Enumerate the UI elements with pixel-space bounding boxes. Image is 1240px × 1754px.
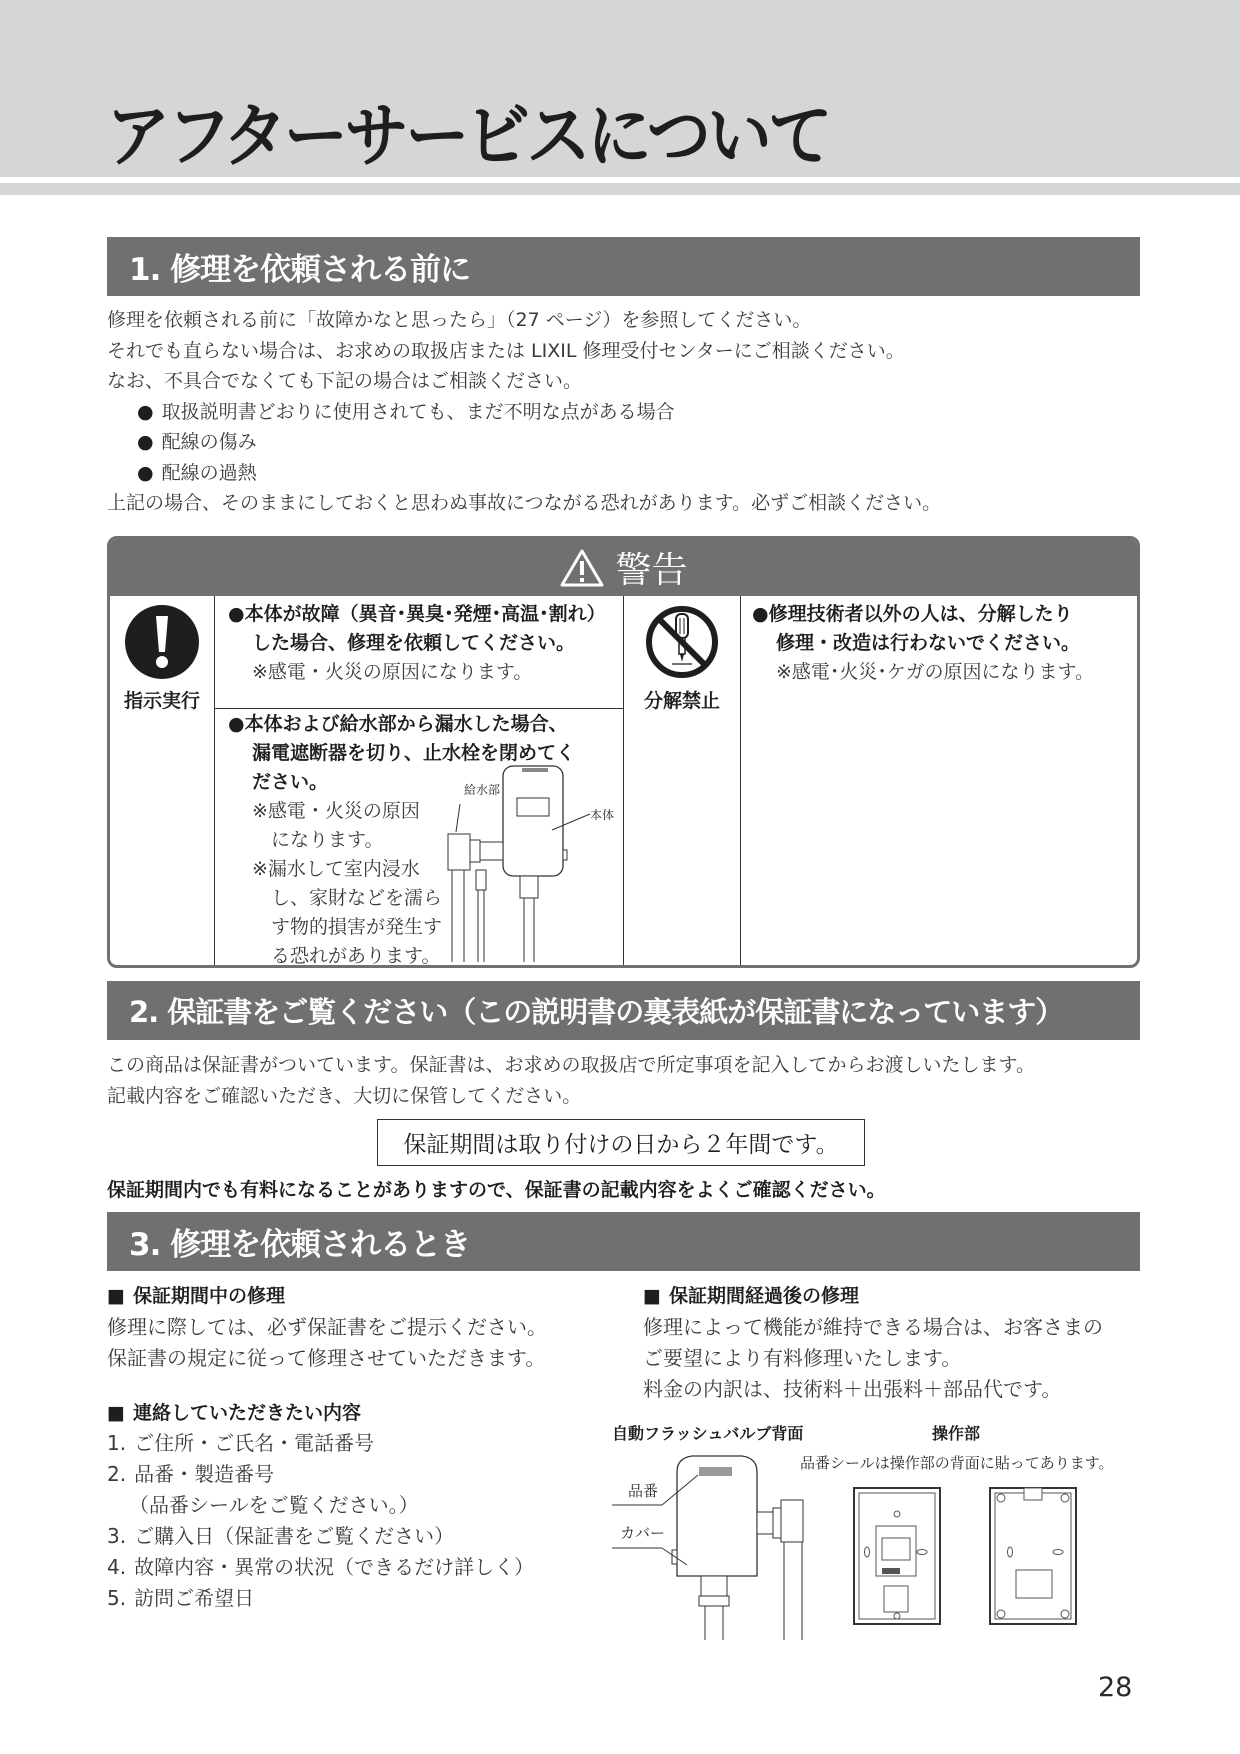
contact-info-list (107, 1428, 534, 1614)
valve-back-figure (612, 1450, 822, 1640)
during-warranty-body (107, 1312, 547, 1374)
warning-triangle-icon (559, 548, 605, 588)
warranty-caution: 保証期間内でも有料になることがありますので、保証書の記載内容をよくご確認ください。 (107, 1179, 886, 1201)
title-stripe (0, 183, 1240, 195)
warning-item-2-line: ●本体および給水部から漏水した場合、 (228, 713, 568, 735)
contact-info-item: 1. ご住所・ご氏名・電話番号 (107, 1431, 375, 1455)
contact-info-item: 2. 品番・製造番号 (107, 1462, 275, 1486)
warning-item-1-line: した場合、修理を依頼してください。 (252, 632, 576, 654)
contact-info-item: 3. ご購入日（保証書をご覧ください） (107, 1524, 455, 1548)
page-title: アフターサービスについて (106, 95, 829, 177)
warning-title: 警告 (615, 550, 688, 591)
warning-item-3 (752, 600, 1094, 687)
section-1-line: それでも直らない場合は、お求めの取扱店または LIXIL 修理受付センターにご相談ください。 (107, 339, 905, 362)
section-2-body (107, 1050, 1035, 1111)
instruction-mandatory-cell (110, 604, 214, 713)
bullet-item: ● 取扱説明書どおりに使用されても、まだ不明な点がある場合 (107, 397, 941, 428)
after-warranty-heading: ■ 保証期間経過後の修理 (643, 1281, 859, 1308)
during-warranty-line: 修理に際しては、必ず保証書をご提示ください。 (107, 1315, 547, 1339)
panel-figure-title: 操作部 (932, 1424, 981, 1443)
cover-label: カバー (620, 1524, 666, 1542)
section-1-line: 修理を依頼される前に「故障かなと思ったら」（27 ページ）を参照してください。 (107, 309, 812, 331)
during-warranty-line: 保証書の規定に従って修理させていただきます。 (107, 1346, 546, 1370)
warning-item-3-line: 修理・改造は行わないでください。 (776, 632, 1081, 654)
after-warranty-line: 料金の内訳は、技術料＋出張料＋部品代です。 (643, 1377, 1062, 1401)
warning-item-2-note: し、家財などを濡ら (252, 887, 443, 909)
divider (623, 596, 624, 965)
warning-item-1-line: ●本体が故障（異音･異臭･発煙･高温･割れ） (228, 603, 606, 625)
no-disassembly-label: 分解禁止 (643, 690, 720, 712)
warning-item-1-note: ※感電・火災の原因になります。 (252, 661, 533, 683)
section-1-body (107, 305, 941, 519)
warning-header (110, 539, 1137, 596)
supply-label: 給水部 (464, 783, 501, 797)
contact-info-item: 4. 故障内容・異常の状況（できるだけ詳しく） (107, 1555, 535, 1579)
section-1-line: なお、不具合でなくても下記の場合はご相談ください。 (107, 370, 583, 392)
warranty-period-notice: 保証期間は取り付けの日から２年間です。 (377, 1119, 865, 1166)
warning-item-1 (228, 600, 606, 687)
panel-figure-note: 品番シールは操作部の背面に貼ってあります。 (800, 1454, 1114, 1472)
section-2-line: この商品は保証書がついています。保証書は、お求めの取扱店で所定事項を記入してからお渡しいたします。 (107, 1054, 1035, 1076)
warning-item-2-note: ※漏水して室内浸水 (252, 858, 420, 880)
warning-item-2-note: る恐れがあります。 (252, 945, 441, 967)
warning-item-2-line: ださい。 (252, 771, 329, 793)
bullet-item: ● 配線の過熱 (107, 458, 941, 489)
divider (214, 596, 215, 965)
after-warranty-line: ご要望により有料修理いたします。 (643, 1346, 962, 1370)
bullet-item: ● 配線の傷み (107, 427, 941, 458)
valve-figure-title: 自動フラッシュバルブ背面 (612, 1424, 804, 1443)
section-3-heading: 3. 修理を依頼されるとき (107, 1212, 1140, 1271)
divider (740, 596, 741, 965)
part-number-label: 品番 (628, 1482, 659, 1500)
section-1-closing: 上記の場合、そのままにしておくと思わぬ事故につながる恐れがあります。必ずご相談ください。 (107, 492, 942, 514)
section-2-line: 記載内容をご確認いただき、大切に保管してください。 (107, 1084, 582, 1107)
panel-back-figure-2 (988, 1486, 1078, 1626)
exclamation-circle-icon (124, 604, 200, 680)
body-label: 本体 (590, 808, 615, 822)
warning-box (107, 536, 1140, 968)
no-disassembly-cell (627, 604, 737, 713)
contact-info-heading: ■ 連絡していただきたい内容 (107, 1398, 361, 1425)
warning-item-3-line: ●修理技術者以外の人は、分解したり (752, 603, 1073, 625)
after-warranty-line: 修理によって機能が維持できる場合は、お客さまの (643, 1315, 1103, 1339)
panel-back-figure-1 (852, 1486, 942, 1626)
section-2-heading: 2. 保証書をご覧ください（この説明書の裏表紙が保証書になっています） (107, 981, 1140, 1040)
after-warranty-body (643, 1312, 1103, 1405)
warning-item-2-note: になります。 (252, 829, 384, 851)
page-number: 28 (1098, 1672, 1133, 1703)
mandatory-label: 指示実行 (123, 690, 200, 712)
contact-info-item: 5. 訪問ご希望日 (107, 1586, 255, 1610)
divider (214, 708, 623, 709)
section-1-heading: 1. 修理を依頼される前に (107, 237, 1140, 296)
during-warranty-heading: ■ 保証期間中の修理 (107, 1281, 285, 1308)
warning-body (110, 596, 1137, 965)
warning-item-3-note: ※感電･火災･ケガの原因になります。 (776, 661, 1095, 683)
warning-item-2-note: す物的損害が発生す (252, 916, 443, 938)
warning-item-2-line: 漏電遮断器を切り、止水栓を閉めてく (252, 742, 576, 764)
warning-item-2-note: ※感電・火災の原因 (252, 800, 420, 822)
contact-info-item: （品番シールをご覧ください。） (129, 1493, 419, 1517)
no-disassembly-icon (644, 604, 720, 680)
